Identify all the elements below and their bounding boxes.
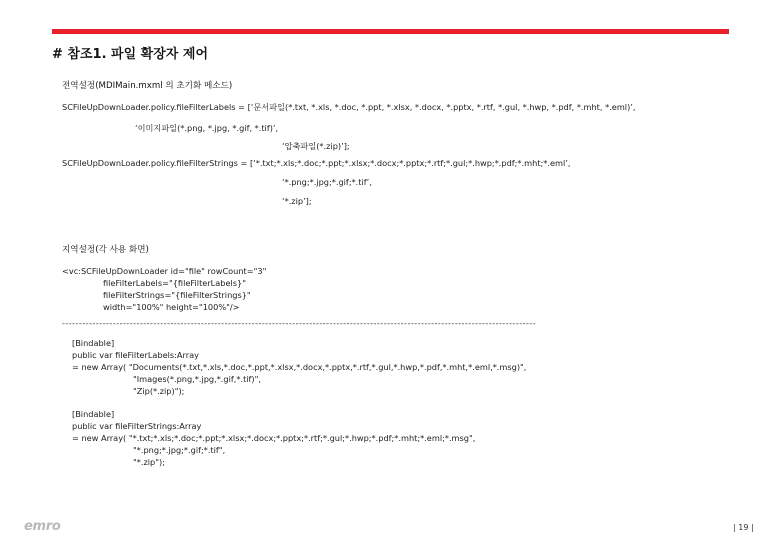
code-line: ‘이미지파일(*.png, *.jpg, *.gif, *.tif)’, (135, 123, 279, 133)
divider: -------------------------------------------------------------------------------------------------------------------------------------------- (62, 319, 537, 328)
global-settings-heading: 전역설정(MDIMain.mxml 의 초기화 메소드) (62, 81, 233, 91)
code-line: public var fileFilterStrings:Array (72, 421, 202, 431)
local-settings-heading: 지역설정(각 사용 화면) (62, 245, 149, 255)
code-line: "Images(*.png,*.jpg,*.gif,*.tif)", (133, 374, 261, 384)
code-line: fileFilterLabels="{fileFilterLabels}" (103, 278, 247, 288)
code-line: fileFilterStrings="{fileFilterStrings}" (103, 290, 251, 300)
code-line: public var fileFilterLabels:Array (72, 350, 199, 360)
code-line: [Bindable] (72, 338, 115, 348)
code-line: <vc:SCFileUpDownLoader id="file" rowCount="3" (62, 266, 267, 276)
page-number: | 19 | (733, 523, 754, 532)
header-accent-bar (52, 29, 729, 34)
code-line: "*.zip"); (133, 457, 165, 467)
code-line: = new Array( "Documents(*.txt,*.xls,*.doc,*.ppt,*.xlsx,*.docx,*.pptx,*.rtf,*.gul,*.hwp,*.pdf,*.mht,*.eml,*.msg)", (72, 362, 527, 372)
code-line: SCFileUpDownLoader.policy.fileFilterStrings = [‘*.txt;*.xls;*.doc;*.ppt;*.xlsx;*.docx;*.pptx;*.rtf;*.gul;*.hwp;*.pdf;*.mht;*.eml’, (62, 158, 571, 168)
code-line: [Bindable] (72, 409, 115, 419)
code-line: width="100%" height="100%"/> (103, 302, 240, 312)
code-line: = new Array( "*.txt;*.xls;*.doc;*.ppt;*.xlsx;*.docx;*.pptx;*.rtf;*.gul;*.hwp;*.pdf;*.mht;*.eml;*.msg", (72, 433, 476, 443)
code-line: "*.png;*.jpg;*.gif;*.tif", (133, 445, 226, 455)
code-line: ‘*.png;*.jpg;*.gif;*.tif’, (282, 177, 372, 187)
code-line: ‘압축파일(*.zip)’]; (282, 141, 350, 151)
page-title: # 참조1. 파일 확장자 제어 (52, 47, 209, 62)
emro-logo: emro (24, 519, 61, 534)
code-line: SCFileUpDownLoader.policy.fileFilterLabels = [‘문서파일(*.txt, *.xls, *.doc, *.ppt, *.xlsx, *.docx, *.pptx, *.rtf, *.gul, *.hwp, *.pdf, *.mht, *.eml)’, (62, 102, 636, 112)
code-line: ‘*.zip’]; (282, 196, 312, 206)
code-line: "Zip(*.zip)"); (133, 386, 185, 396)
